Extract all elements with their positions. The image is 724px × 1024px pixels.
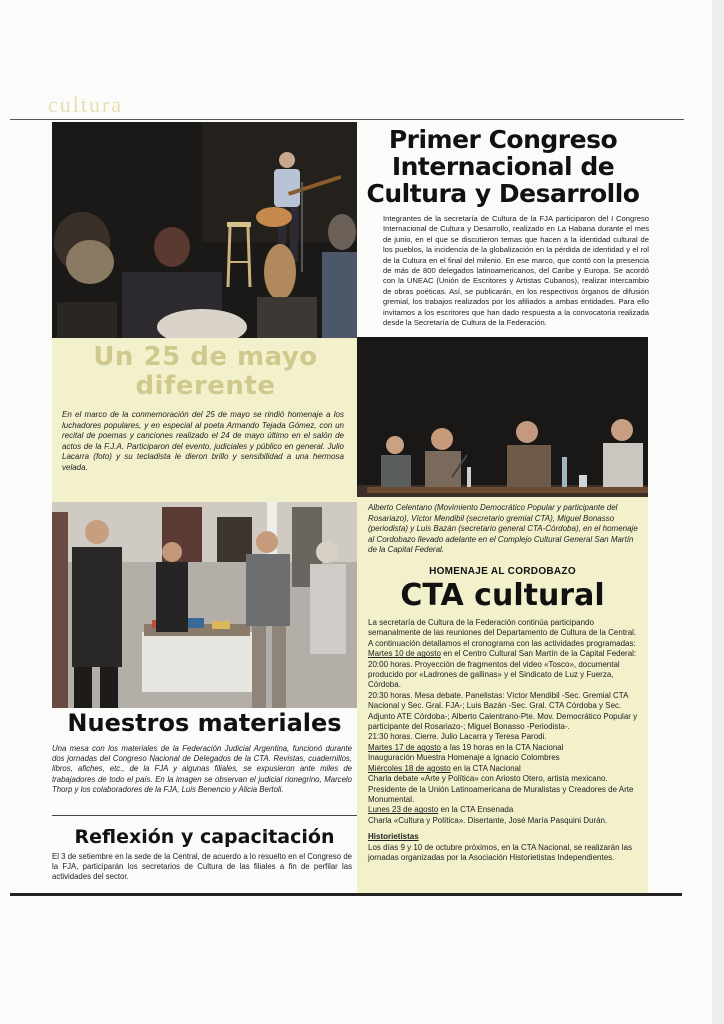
date-1: Martes 10 de agosto xyxy=(368,649,441,659)
date-4-rest: en la CTA Ensenada xyxy=(438,805,514,815)
schedule-line-3 xyxy=(368,764,640,774)
schedule-item-4: Inauguración Muestra Homenaje a Ignacio Colombres xyxy=(368,753,560,763)
schedule-line-1 xyxy=(368,649,640,659)
date-1-rest: en el Centro Cultural San Martín de la Capital Federal: xyxy=(440,649,637,659)
date-3-rest: en la CTA Nacional xyxy=(450,763,521,773)
date-4: Lunes 23 de agosto xyxy=(368,805,439,815)
top-rule xyxy=(10,119,684,120)
schedule-item-7: Los días 9 y 10 de octubre próximos, en la CTA Nacional, se realizarán las jornadas organizadas por la Asociación Historietistas Independientes. xyxy=(368,842,632,862)
article5-body: El 3 de setiembre en la sede de la Central, de acuerdo a lo resuelto en el Congreso de la FJA, participarán los secretarios de Cultura de las filiales a fin de perfilar las actividades del sector. xyxy=(52,852,352,882)
article3-kicker: HOMENAJE AL CORDOBAZO xyxy=(429,566,576,577)
photo-singer-on-stage xyxy=(52,122,357,338)
section-label: cultura xyxy=(48,92,124,117)
article3-intro: La secretaría de Cultura de la Federación continúa participando semanalmente de las reuniones del Departamento de Cultura de la Central. A continuación detallamos el cronograma con las actividades programadas: xyxy=(368,618,637,648)
page-edge xyxy=(712,0,724,1024)
photo-materials-table xyxy=(52,502,357,708)
article3-body xyxy=(368,618,640,863)
article4-title: Nuestros materiales xyxy=(67,709,342,737)
schedule-line-2 xyxy=(368,743,640,753)
date-2: Martes 17 de agosto xyxy=(368,742,441,752)
photo-panel-table xyxy=(357,337,648,497)
schedule-item-6: Charla «Cultura y Política». Disertante, José María Pasquini Durán. xyxy=(368,815,608,825)
schedule-item-2: 20:30 horas. Mesa debate. Panelistas: Víctor Mendibil -Sec. Gremial CTA Nacional y Sec. Gral. FJA-; Luis Bazán -Sec. Gral. CTA Córdoba y Sec. Adjunto ATE Córdoba-; Alberto Calentrano-Pte. Mov. Democrático Popular y participante del Rosariazo-; Miguel Bonasso -Periodista-. xyxy=(368,690,638,732)
schedule-item-1: 20:00 horas. Proyección de fragmentos del video «Tosco», documental producido por «Ladrones de gallinas» y el Sindicato de Luz y Fuerza, Córdoba. xyxy=(368,659,620,690)
article1-body: Integrantes de la secretaría de Cultura de la FJA participaron del I Congreso Internacional de Cultura y Desarrollo, realizado en La Habana durante el mes de junio, en el que se discutieron temas que hacen a la identidad cultural de los pueblos, la incidencia de la globalización en la pérdida de identidad y el rol de la Cultura en el final del milenio. En ese marco, que contó con la presencia de más de 800 delegados latinoamericanos, del Caribe y Europa. Se acordó con la UNEAC (Unión de Escritores y Artistas Cubanos), realizar intercambio de obras poéticas. Así, se publicarán, en los respectivos órganos de difusión gremial, los trabajos realizados por los afiliados a ambas entidades. Para ello invitamos a los escritores que han dado respuesta a la convocatoria realizada desde la Secretaría de Cultura de la Federación. xyxy=(383,214,649,328)
date-2-rest: a las 19 horas en la CTA Nacional xyxy=(440,742,564,752)
schedule-item-3: 21:30 horas. Cierre. Julio Lacarra y Teresa Parodi. xyxy=(368,732,547,742)
schedule-item-5: Charla debate «Arte y Política» con Ariosto Otero, artista mexicano. Presidente de la Unión Latinoamericana de Muralistas y Creadores de Arte Monumental. xyxy=(368,774,634,804)
subheading-historietistas: Historietistas xyxy=(368,832,419,842)
article2-title: Un 25 de mayo diferente xyxy=(93,342,318,401)
photo2-caption: Alberto Celentano (Movimiento Democrático Popular y participante del Rosariazo), Víctor Mendibil (secretario gremial CTA), Miguel Bonasso (periodista) y Luis Bazán (secretario general CTA-Córdoba), en el homenaje al Cordobazo llevado adelante en el Complejo Cultural General San Martín de la Capital Federal. xyxy=(368,503,638,554)
article4-body: Una mesa con los materiales de la Federación Judicial Argentina, funcionó durante dos jornadas del Congreso Nacional de Delegados de la CTA. Revistas, cuadernillos, libros, afiches, etc., de la FJA y algunas filiales, se expusieron ante miles de trabajadores de todo el país. En la imagen se observan el judicial rionegrino, Marcelo Thorp y los colaboradores de la FJA, Luis Benencio y Alicia Bertoli. xyxy=(52,744,352,794)
mid-rule xyxy=(52,815,357,816)
article5-title: Reflexión y capacitación xyxy=(74,826,335,848)
schedule-line-4 xyxy=(368,805,640,815)
bottom-rule xyxy=(10,893,682,896)
article1-title: Primer Congreso Internacional de Cultura y Desarrollo xyxy=(366,125,640,208)
date-3: Miércoles 18 de agosto xyxy=(368,763,451,773)
article3-title: CTA cultural xyxy=(400,578,605,613)
article2-body: En el marco de la conmemoración del 25 de mayo se rindió homenaje a los luchadores populares, y en especial al poeta Armando Tejada Gómez, con un recital de poemas y canciones realizado el 24 de mayo último en el salón de actos de la F.J.A. Participaron del evento, judiciales y público en general. Julio Lacarra (foto) y su tecladista le dieron brillo y sensibilidad a una hermosa velada. xyxy=(62,410,344,472)
